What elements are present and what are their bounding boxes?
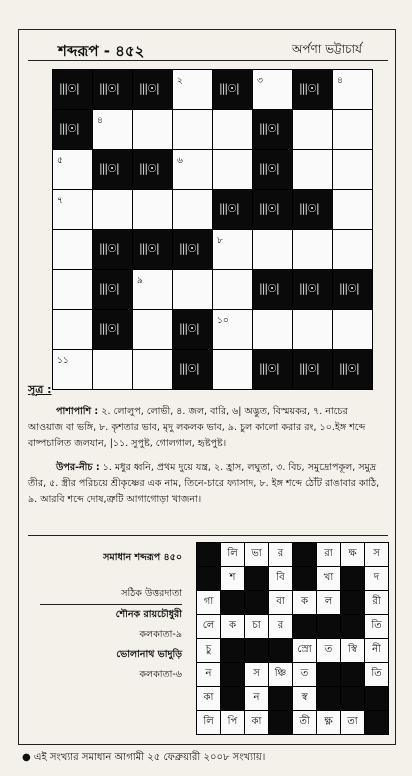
empty-cell xyxy=(133,190,172,229)
solution-letter-cell: ক xyxy=(221,615,244,638)
black-cell-pattern: |||☉| xyxy=(139,162,159,175)
solution-black-cell xyxy=(317,687,340,710)
solution-black-cell xyxy=(245,567,268,590)
solution-letter-cell: লে xyxy=(197,615,220,638)
solution-letter-cell: কা xyxy=(197,687,220,710)
empty-cell xyxy=(213,230,252,269)
black-cell-pattern: |||☉| xyxy=(59,122,79,135)
solution-letter-cell: তি xyxy=(365,663,388,686)
black-cell xyxy=(253,150,292,189)
solution-letter-cell: ন xyxy=(197,663,220,686)
across-text: ২. লোলুপ, লোভী, ৪. জল, বারি, ৬| অদ্ভুত, বিস্ময়কর, ৭. নাচের আওয়াজ বা ভঙ্গি, ৮. কৃশতার ভাব, মৃদু লকলক ভাব, ৯. চুল কালো করার রং, ১০.ইঙ্গ শব্দে বাষ্পচালিত জলযান, |১১. সুপুষ্ট, গোলগাল, হৃষ্টপুষ্ট। xyxy=(28,406,366,449)
solution-letter-cell: শ xyxy=(221,567,244,590)
solution-letter-cell: র xyxy=(269,615,292,638)
empty-cell xyxy=(53,310,92,349)
black-cell xyxy=(93,150,132,189)
empty-cell xyxy=(333,150,372,189)
empty-cell xyxy=(213,150,252,189)
clue-number: ৬ xyxy=(177,156,183,166)
clue-number: ৫ xyxy=(57,156,63,166)
solver-line: কলকাতা-৬ xyxy=(139,669,182,680)
empty-cell xyxy=(333,310,372,349)
solution-black-cell xyxy=(341,615,364,638)
black-cell xyxy=(133,70,172,109)
black-cell-pattern: |||☉| xyxy=(179,322,199,335)
solution-black-cell xyxy=(341,591,364,614)
solver-line: শৌনক রায়চৌধুরী xyxy=(115,609,182,620)
black-cell-pattern: |||☉| xyxy=(139,242,159,255)
empty-cell xyxy=(93,110,132,149)
solution-letter-cell: চু xyxy=(197,639,220,662)
clue-number: ১০ xyxy=(217,316,229,326)
solution-black-cell xyxy=(293,567,316,590)
footer-note: ● এই সংখ্যার সমাধান আগামী ২৫ ফেব্রুয়ারী ২০০৮ সংখ্যায়। xyxy=(22,752,266,763)
black-cell xyxy=(93,230,132,269)
empty-cell xyxy=(133,270,172,309)
empty-cell xyxy=(133,310,172,349)
clue-number: ৩ xyxy=(257,76,263,86)
black-cell xyxy=(53,70,92,109)
empty-cell xyxy=(173,70,212,109)
black-cell-pattern: |||☉| xyxy=(299,202,319,215)
solution-letter-cell: ভা xyxy=(245,543,268,566)
solution-letter-cell: ক xyxy=(293,591,316,614)
black-cell xyxy=(333,270,372,309)
solution-letter-cell: ল xyxy=(317,591,340,614)
black-cell-pattern: |||☉| xyxy=(299,82,319,95)
down-text: ১. মধুর ধ্বনি, প্রথম দুয়ে যন্ত্র, ২. হ্রাস, লঘুতা, ৩. বিচ, সমুদ্রোপকূল, সমুদ্র তীর, ৫. স্ত্রীর পরিচয়ে শ্রীকৃষ্ণের এক নাম, তিনে-চারে ফ্যাসাদ, ৮. ইঙ্গ শব্দে ঠোঁট রাঙাবার কাঠি, ৯. আরবি শব্দে দোষ,ত্রুটি আগাগোড়া খাজনা। xyxy=(28,462,380,505)
black-cell xyxy=(93,70,132,109)
solution-letter-cell: লি xyxy=(221,543,244,566)
empty-cell xyxy=(93,190,132,229)
solution-black-cell xyxy=(269,711,292,734)
black-cell-pattern: |||☉| xyxy=(259,162,279,175)
empty-cell xyxy=(53,270,92,309)
solution-letter-cell: ক্ষ xyxy=(341,543,364,566)
clues-section xyxy=(28,382,384,516)
solution-letter-cell: বি xyxy=(269,567,292,590)
solution-letter-cell: বা xyxy=(269,591,292,614)
solution-letter-cell: লি xyxy=(197,711,220,734)
black-cell xyxy=(213,70,252,109)
solution-black-cell xyxy=(269,687,292,710)
solution-black-cell xyxy=(221,663,244,686)
empty-cell xyxy=(333,230,372,269)
empty-cell xyxy=(293,150,332,189)
empty-cell xyxy=(173,110,212,149)
clue-number: ৪ xyxy=(97,116,103,126)
solution-letter-cell: গা xyxy=(197,591,220,614)
empty-cell xyxy=(53,190,92,229)
solution-letter-cell: রা xyxy=(317,543,340,566)
empty-cell xyxy=(293,310,332,349)
solution-letter-cell: তী xyxy=(293,711,316,734)
empty-cell xyxy=(173,190,212,229)
solution-black-cell xyxy=(365,711,388,734)
solver-line: কলকাতা-৯ xyxy=(139,629,182,640)
black-cell-pattern: |||☉| xyxy=(339,282,359,295)
black-cell-pattern: |||☉| xyxy=(99,282,119,295)
black-cell-pattern: |||☉| xyxy=(299,362,319,375)
solution-black-cell xyxy=(317,615,340,638)
black-cell xyxy=(93,270,132,309)
black-cell-pattern: |||☉| xyxy=(99,162,119,175)
solution-info xyxy=(40,548,182,685)
black-cell-pattern: |||☉| xyxy=(299,282,319,295)
black-cell-pattern: |||☉| xyxy=(99,322,119,335)
empty-cell xyxy=(333,110,372,149)
clues-heading: সূত্র : xyxy=(28,383,52,396)
black-cell-pattern: |||☉| xyxy=(259,282,279,295)
black-cell-pattern: |||☉| xyxy=(259,362,279,375)
solution-black-cell xyxy=(341,687,364,710)
empty-cell xyxy=(333,190,372,229)
black-cell xyxy=(173,230,212,269)
solution-black-cell xyxy=(317,663,340,686)
black-cell-pattern: |||☉| xyxy=(179,242,199,255)
clue-number: ৮ xyxy=(217,236,223,246)
black-cell-pattern: |||☉| xyxy=(339,362,359,375)
clue-number: ৯ xyxy=(137,276,143,286)
solution-black-cell xyxy=(269,639,292,662)
black-cell xyxy=(173,310,212,349)
solution-black-cell xyxy=(341,567,364,590)
solver-line: ভোলানাথ ভাদুড়ি xyxy=(116,649,182,660)
empty-cell xyxy=(173,270,212,309)
clue-number: ৭ xyxy=(57,196,63,206)
solution-letter-cell: স্রো xyxy=(293,639,316,662)
across-clues xyxy=(28,404,384,452)
solution-black-cell xyxy=(245,639,268,662)
empty-cell xyxy=(253,310,292,349)
empty-cell xyxy=(333,70,372,109)
solution-letter-cell: নী xyxy=(365,639,388,662)
black-cell xyxy=(253,270,292,309)
solution-black-cell xyxy=(245,591,268,614)
solution-letter-cell: খা xyxy=(317,567,340,590)
clue-number: ১১ xyxy=(57,356,69,366)
empty-cell xyxy=(173,150,212,189)
black-cell-pattern: |||☉| xyxy=(179,362,199,375)
empty-cell xyxy=(253,230,292,269)
empty-cell xyxy=(213,310,252,349)
black-cell-pattern: |||☉| xyxy=(99,242,119,255)
empty-cell xyxy=(53,230,92,269)
down-clues xyxy=(28,460,384,508)
solution-letter-cell: স xyxy=(365,543,388,566)
solution-letter-cell: কা xyxy=(245,711,268,734)
solvers-heading: সঠিক উত্তরদাতা xyxy=(40,584,182,605)
empty-cell xyxy=(293,230,332,269)
solution-letter-cell: তা xyxy=(341,711,364,734)
solution-letter-cell: তি xyxy=(365,615,388,638)
solution-letter-cell: দ xyxy=(365,567,388,590)
black-cell xyxy=(53,110,92,149)
solution-black-cell xyxy=(221,687,244,710)
solution-letter-cell: রী xyxy=(365,591,388,614)
black-cell-pattern: |||☉| xyxy=(219,202,239,215)
solution-letter-cell: স্বি xyxy=(341,639,364,662)
solution-black-cell xyxy=(293,615,316,638)
black-cell xyxy=(253,110,292,149)
solution-letter-cell: স্ব xyxy=(293,687,316,710)
empty-cell xyxy=(293,110,332,149)
black-cell xyxy=(93,310,132,349)
solution-letter-cell: ক্ষ্ণ xyxy=(317,711,340,734)
empty-cell xyxy=(213,110,252,149)
solution-black-cell xyxy=(293,543,316,566)
black-cell-pattern: |||☉| xyxy=(259,122,279,135)
author-name: অর্পণা ভট্টাচার্য xyxy=(292,42,362,56)
black-cell xyxy=(133,150,172,189)
clue-number: ২ xyxy=(177,76,183,86)
solution-letter-cell: ত xyxy=(293,663,316,686)
empty-cell xyxy=(253,70,292,109)
black-cell xyxy=(293,270,332,309)
solution-black-cell xyxy=(221,591,244,614)
solution-letter-cell: ঞ্চি xyxy=(269,663,292,686)
solution-letter-cell: পি xyxy=(221,711,244,734)
solution-black-cell xyxy=(221,639,244,662)
solution-title: সমাধান শব্দরূপ ৪৫০ xyxy=(103,552,182,563)
crossword-grid xyxy=(52,69,373,390)
solution-letter-cell: ন xyxy=(245,687,268,710)
empty-cell xyxy=(133,110,172,149)
empty-cell xyxy=(53,150,92,189)
down-label: উপর-নীচ : xyxy=(56,462,100,473)
black-cell-pattern: |||☉| xyxy=(59,82,79,95)
puzzle-title: শব্দরূপ - ৪৫২ xyxy=(58,42,145,60)
black-cell-pattern: |||☉| xyxy=(99,82,119,95)
solution-letter-cell: র xyxy=(269,543,292,566)
solution-black-cell xyxy=(197,567,220,590)
black-cell xyxy=(133,230,172,269)
empty-cell xyxy=(213,270,252,309)
black-cell-pattern: |||☉| xyxy=(139,82,159,95)
black-cell xyxy=(213,190,252,229)
black-cell xyxy=(253,190,292,229)
solution-letter-cell: স xyxy=(245,663,268,686)
across-label: পাশাপাশি : xyxy=(56,406,99,417)
solution-black-cell xyxy=(197,543,220,566)
header-rule xyxy=(28,60,388,61)
solution-black-cell xyxy=(365,687,388,710)
solution-letter-cell: চা xyxy=(245,615,268,638)
solution-grid xyxy=(196,542,389,735)
section-divider xyxy=(28,535,388,536)
solution-letter-cell: ত xyxy=(317,639,340,662)
black-cell xyxy=(293,70,332,109)
black-cell xyxy=(293,190,332,229)
clue-number: ৪ xyxy=(337,76,343,86)
solution-black-cell xyxy=(341,663,364,686)
black-cell-pattern: |||☉| xyxy=(259,202,279,215)
black-cell-pattern: |||☉| xyxy=(219,82,239,95)
